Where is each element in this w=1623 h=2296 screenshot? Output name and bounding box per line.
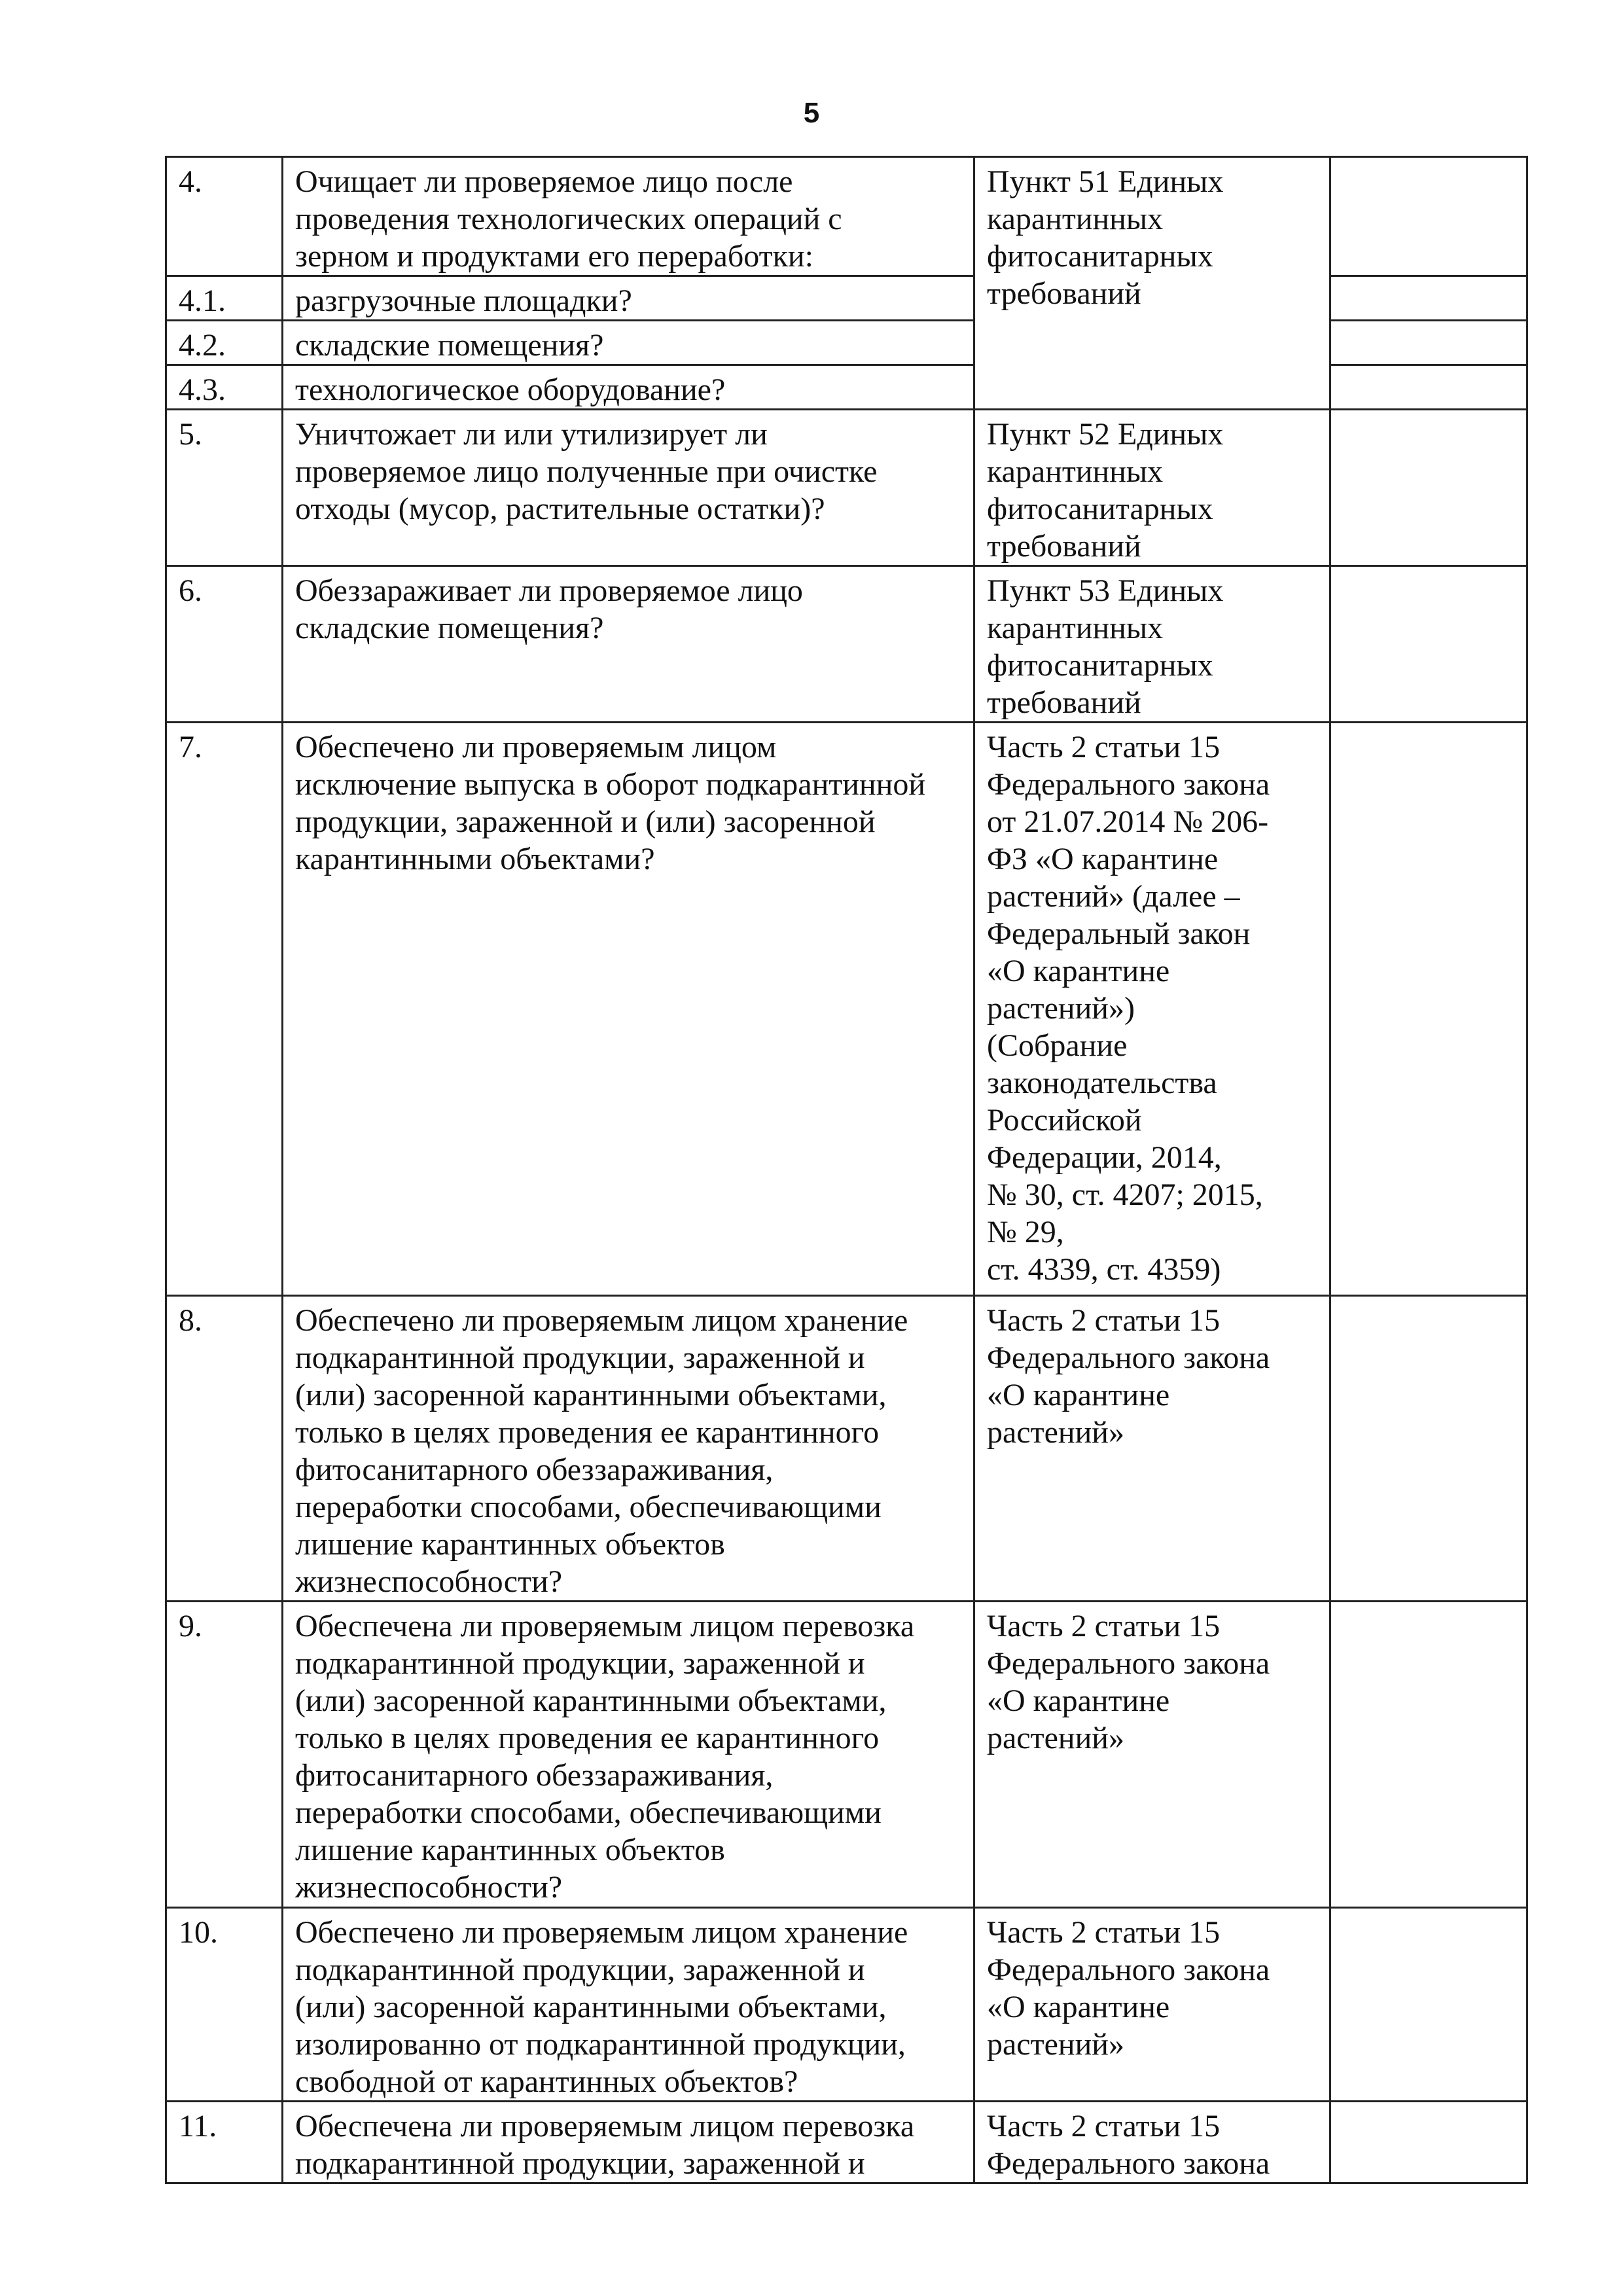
reference-line: ст. 4339, ст. 4359) bbox=[987, 1252, 1221, 1287]
answer-cell[interactable] bbox=[1330, 2102, 1527, 2183]
item-number: 10. bbox=[166, 1908, 283, 2102]
reference-line: «О карантине bbox=[987, 954, 1170, 988]
question-line: карантинными объектами? bbox=[295, 842, 655, 876]
question-line: изолированно от подкарантинной продукции, bbox=[295, 2027, 906, 2062]
legal-reference-cell bbox=[974, 1908, 1330, 2102]
answer-cell[interactable] bbox=[1330, 276, 1527, 321]
reference-line: № 30, ст. 4207; 2015, bbox=[987, 1177, 1263, 1212]
answer-cell[interactable] bbox=[1330, 1602, 1527, 1908]
reference-line: растений» (далее – bbox=[987, 879, 1240, 914]
question-line: жизнеспособности? bbox=[295, 1564, 563, 1599]
question-line: переработки способами, обеспечивающими bbox=[295, 1795, 882, 1830]
reference-line: Часть 2 статьи 15 bbox=[987, 1915, 1221, 1950]
item-number: 8. bbox=[166, 1296, 283, 1602]
question-line: (или) засоренной карантинными объектами, bbox=[295, 1990, 887, 2024]
reference-line: Федерального закона bbox=[987, 1646, 1270, 1681]
question-line: подкарантинной продукции, зараженной и bbox=[295, 2146, 865, 2181]
reference-line: растений» bbox=[987, 1415, 1124, 1450]
question-line: только в целях проведения ее карантинного bbox=[295, 1721, 880, 1755]
question-line: фитосанитарного обеззараживания, bbox=[295, 1758, 774, 1793]
question-line: Уничтожает ли или утилизирует ли bbox=[295, 417, 768, 452]
question-line: исключение выпуска в оборот подкарантинной bbox=[295, 767, 925, 802]
legal-reference-cell bbox=[974, 1296, 1330, 1602]
item-number: 5. bbox=[166, 410, 283, 566]
item-number: 7. bbox=[166, 723, 283, 1296]
table-row bbox=[166, 566, 1527, 723]
question-cell bbox=[283, 321, 974, 365]
question-line: свободной от карантинных объектов? bbox=[295, 2064, 798, 2099]
legal-reference-cell bbox=[974, 566, 1330, 723]
question-cell bbox=[283, 566, 974, 723]
reference-line: законодательства bbox=[987, 1066, 1217, 1100]
answer-cell[interactable] bbox=[1330, 1296, 1527, 1602]
reference-line: требований bbox=[987, 685, 1141, 720]
question-cell bbox=[283, 410, 974, 566]
reference-line: карантинных bbox=[987, 454, 1164, 489]
answer-cell[interactable] bbox=[1330, 566, 1527, 723]
answer-cell[interactable] bbox=[1330, 321, 1527, 365]
question-line: Обеспечено ли проверяемым лицом bbox=[295, 730, 777, 764]
reference-line: карантинных bbox=[987, 611, 1164, 645]
reference-line: Часть 2 статьи 15 bbox=[987, 1609, 1221, 1643]
legal-reference-cell bbox=[974, 410, 1330, 566]
question-cell bbox=[283, 723, 974, 1296]
question-line: жизнеспособности? bbox=[295, 1870, 563, 1905]
question-line: фитосанитарного обеззараживания, bbox=[295, 1452, 774, 1487]
table-row bbox=[166, 1602, 1527, 1908]
answer-cell[interactable] bbox=[1330, 365, 1527, 410]
table-row bbox=[166, 157, 1527, 276]
question-cell bbox=[283, 365, 974, 410]
answer-cell[interactable] bbox=[1330, 157, 1527, 276]
reference-line: Пункт 53 Единых bbox=[987, 573, 1224, 608]
question-line: подкарантинной продукции, зараженной и bbox=[295, 1340, 865, 1375]
page-number: 5 bbox=[803, 97, 820, 129]
question-line: Обеспечена ли проверяемым лицом перевозка bbox=[295, 1609, 915, 1643]
legal-reference-cell bbox=[974, 723, 1330, 1296]
reference-line: фитосанитарных bbox=[987, 648, 1213, 683]
reference-line: Федерации, 2014, bbox=[987, 1140, 1222, 1175]
question-cell bbox=[283, 1296, 974, 1602]
question-line: складские помещения? bbox=[295, 328, 604, 363]
question-line: подкарантинной продукции, зараженной и bbox=[295, 1952, 865, 1987]
reference-line: требований bbox=[987, 276, 1141, 311]
reference-line: от 21.07.2014 № 206- bbox=[987, 804, 1269, 839]
item-number: 9. bbox=[166, 1602, 283, 1908]
table-row bbox=[166, 1296, 1527, 1602]
question-cell bbox=[283, 157, 974, 276]
reference-line: (Собрание bbox=[987, 1028, 1128, 1063]
legal-reference-cell bbox=[974, 157, 1330, 410]
reference-line: карантинных bbox=[987, 202, 1164, 236]
table-row bbox=[166, 410, 1527, 566]
question-line: проведения технологических операций с bbox=[295, 202, 842, 236]
question-line: Обеспечена ли проверяемым лицом перевозка bbox=[295, 2109, 915, 2144]
reference-line: требований bbox=[987, 529, 1141, 564]
item-number: 4.2. bbox=[166, 321, 283, 365]
item-number: 4.1. bbox=[166, 276, 283, 321]
legal-reference-cell bbox=[974, 1602, 1330, 1908]
question-line: лишение карантинных объектов bbox=[295, 1833, 725, 1867]
reference-line: Часть 2 статьи 15 bbox=[987, 1303, 1221, 1338]
reference-line: фитосанитарных bbox=[987, 492, 1213, 526]
reference-line: Пункт 51 Единых bbox=[987, 164, 1224, 199]
reference-line: ФЗ «О карантине bbox=[987, 842, 1219, 876]
question-line: складские помещения? bbox=[295, 611, 604, 645]
reference-line: растений») bbox=[987, 991, 1135, 1026]
question-line: лишение карантинных объектов bbox=[295, 1527, 725, 1562]
question-line: проверяемое лицо полученные при очистке bbox=[295, 454, 878, 489]
item-number: 6. bbox=[166, 566, 283, 723]
question-cell bbox=[283, 1602, 974, 1908]
answer-cell[interactable] bbox=[1330, 410, 1527, 566]
checklist-table bbox=[165, 156, 1528, 2184]
reference-line: «О карантине bbox=[987, 1683, 1170, 1718]
reference-line: Федерального закона bbox=[987, 2146, 1270, 2181]
table-row bbox=[166, 723, 1527, 1296]
reference-line: Федеральный закон bbox=[987, 916, 1251, 951]
reference-line: Часть 2 статьи 15 bbox=[987, 730, 1221, 764]
question-cell bbox=[283, 2102, 974, 2183]
item-number: 11. bbox=[166, 2102, 283, 2183]
question-line: Обеспечено ли проверяемым лицом хранение bbox=[295, 1303, 908, 1338]
question-line: разгрузочные площадки? bbox=[295, 283, 632, 318]
item-number: 4.3. bbox=[166, 365, 283, 410]
question-line: отходы (мусор, растительные остатки)? bbox=[295, 492, 825, 526]
legal-reference-cell bbox=[974, 2102, 1330, 2183]
question-line: только в целях проведения ее карантинного bbox=[295, 1415, 880, 1450]
reference-line: Пункт 52 Единых bbox=[987, 417, 1224, 452]
table-row bbox=[166, 2102, 1527, 2183]
reference-line: Федерального закона bbox=[987, 1340, 1270, 1375]
answer-cell[interactable] bbox=[1330, 1908, 1527, 2102]
question-cell bbox=[283, 276, 974, 321]
question-line: продукции, зараженной и (или) засоренной bbox=[295, 804, 876, 839]
question-line: (или) засоренной карантинными объектами, bbox=[295, 1683, 887, 1718]
reference-line: фитосанитарных bbox=[987, 239, 1213, 274]
question-cell bbox=[283, 1908, 974, 2102]
item-number: 4. bbox=[166, 157, 283, 276]
question-line: Обеспечено ли проверяемым лицом хранение bbox=[295, 1915, 908, 1950]
answer-cell[interactable] bbox=[1330, 723, 1527, 1296]
reference-line: «О карантине bbox=[987, 1378, 1170, 1412]
reference-line: растений» bbox=[987, 1721, 1124, 1755]
question-line: (или) засоренной карантинными объектами, bbox=[295, 1378, 887, 1412]
reference-line: Федерального закона bbox=[987, 1952, 1270, 1987]
reference-line: Федерального закона bbox=[987, 767, 1270, 802]
reference-line: Часть 2 статьи 15 bbox=[987, 2109, 1221, 2144]
reference-line: растений» bbox=[987, 2027, 1124, 2062]
reference-line: № 29, bbox=[987, 1215, 1064, 1249]
question-line: зерном и продуктами его переработки: bbox=[295, 239, 813, 274]
question-line: подкарантинной продукции, зараженной и bbox=[295, 1646, 865, 1681]
question-line: переработки способами, обеспечивающими bbox=[295, 1490, 882, 1524]
reference-line: Российской bbox=[987, 1103, 1142, 1138]
table-row bbox=[166, 1908, 1527, 2102]
question-line: технологическое оборудование? bbox=[295, 372, 726, 407]
question-line: Очищает ли проверяемое лицо после bbox=[295, 164, 793, 199]
question-line: Обеззараживает ли проверяемое лицо bbox=[295, 573, 803, 608]
reference-line: «О карантине bbox=[987, 1990, 1170, 2024]
